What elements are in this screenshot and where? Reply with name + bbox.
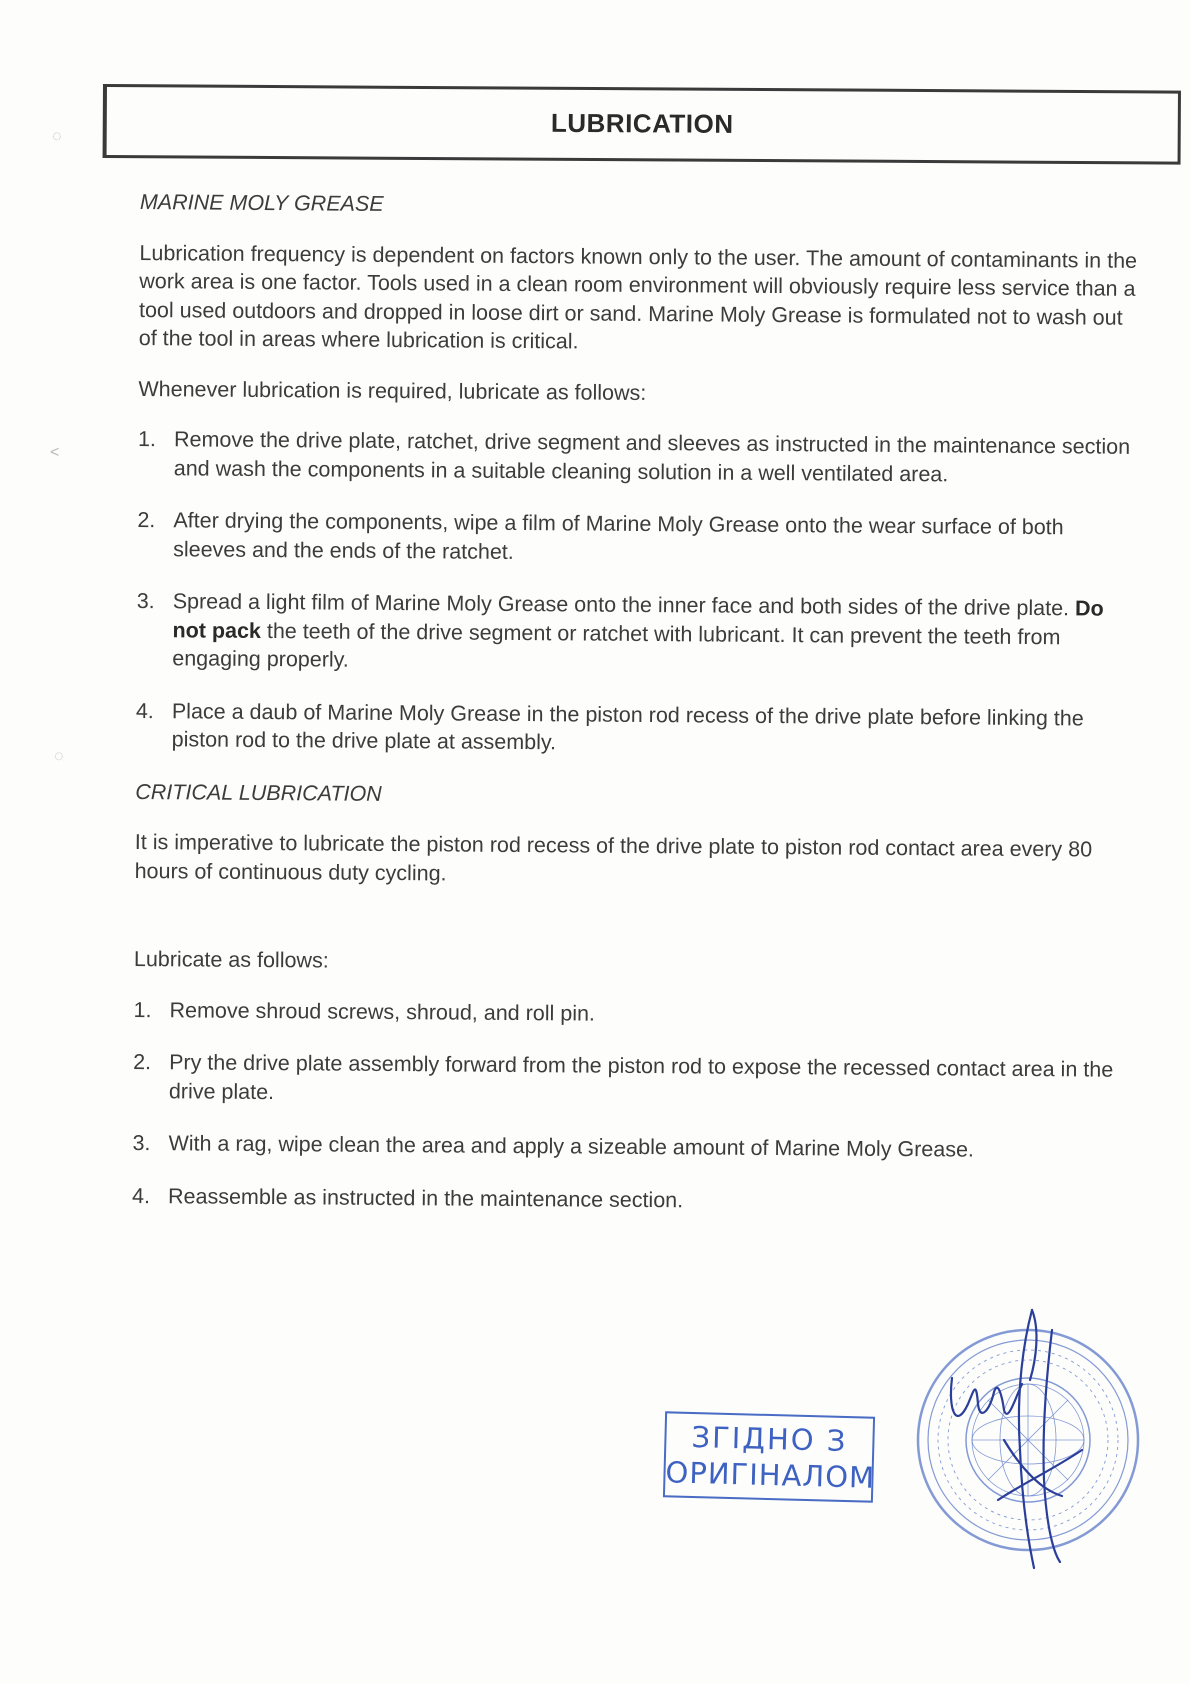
step-text: Reassemble as instructed in the maintenance section. <box>167 1183 684 1212</box>
list-item <box>136 696 1136 761</box>
step-text <box>172 587 1137 680</box>
document-body <box>132 188 1140 1242</box>
step-text: Remove the drive plate, ratchet, drive segment and sleeves as instructed in the maintenance section and wash the components in a suitable cleaning solution in a well ventilated area. <box>173 427 1131 486</box>
list-item <box>133 1048 1133 1113</box>
round-seal-icon <box>918 1330 1138 1550</box>
list-item <box>136 587 1137 680</box>
step-text: After drying the components, wipe a film of Marine Moly Grease onto the wear surface of both sleeves and the ends of the ratchet. <box>173 508 1064 564</box>
list-item <box>132 1129 1132 1165</box>
signature-icon <box>951 1310 1082 1568</box>
critical-lead-paragraph: Lubricate as follows: <box>133 946 329 973</box>
critical-steps-list <box>132 995 1134 1217</box>
marine-intro-paragraph: Lubrication frequency is dependent on factors known only to the user. The amount of contaminants in the work area is one factor. Tools used in a clean room environment will obviously require less service than a tool used outdoors and dropped in loose dirt or sand. Marine Moly Grease is formulated not to wash out of the tool in areas where lubrication is critical. <box>138 240 1138 354</box>
step-number: 3. <box>132 1130 151 1156</box>
section-heading-critical: CRITICAL LUBRICATION <box>135 779 382 806</box>
step-text-part: Spread a light film of Marine Moly Grease onto the inner face and both sides of the drive plate. <box>172 589 1076 621</box>
critical-intro-paragraph: It is imperative to lubricate the piston rod recess of the drive plate to piston rod contact area every 80 hours of continuous duty cycling. <box>134 829 1093 885</box>
stamp-line-2: ОРИГІНАЛОМ <box>665 1455 876 1495</box>
step-number: 1. <box>133 997 152 1022</box>
list-item <box>132 1181 1132 1217</box>
section-header-box <box>103 84 1181 165</box>
punch-hole-mark: < <box>50 444 60 461</box>
emphasis-text: Do not pack <box>172 596 1104 643</box>
step-number: 2. <box>137 507 156 533</box>
list-item <box>133 995 1133 1031</box>
step-text: Remove shroud screws, shroud, and roll pin. <box>169 997 596 1026</box>
list-item <box>137 506 1137 571</box>
marine-lead-paragraph: Whenever lubrication is required, lubricate as follows: <box>138 376 647 405</box>
step-text: Place a daub of Marine Moly Grease in the piston rod recess of the drive plate before linking the piston rod to the drive plate at assembly. <box>171 698 1084 755</box>
section-heading-marine: MARINE MOLY GREASE <box>139 189 384 216</box>
certified-copy-stamp <box>663 1411 875 1502</box>
marine-steps-list <box>136 425 1139 761</box>
punch-hole-mark: ◌ <box>54 748 64 765</box>
punch-hole-mark: ◌ <box>52 128 62 145</box>
official-seal-with-signature <box>912 1300 1144 1572</box>
step-number: 1. <box>137 426 157 452</box>
list-item <box>138 425 1138 490</box>
step-text-part: the teeth of the drive segment or ratchet with lubricant. It can prevent the teeth from engaging properly. <box>172 618 1061 672</box>
step-number: 2. <box>133 1049 152 1075</box>
step-number: 4. <box>131 1183 151 1208</box>
step-text: With a rag, wipe clean the area and apply a sizeable amount of Marine Moly Grease. <box>168 1131 975 1162</box>
stamp-line-1: ЗГІДНО З <box>691 1419 848 1459</box>
step-text: Pry the drive plate assembly forward from the piston rod to expose the recessed contact area in the drive plate. <box>168 1050 1114 1104</box>
step-number: 3. <box>136 588 155 614</box>
step-number: 4. <box>135 698 154 723</box>
page-title: LUBRICATION <box>550 107 734 139</box>
